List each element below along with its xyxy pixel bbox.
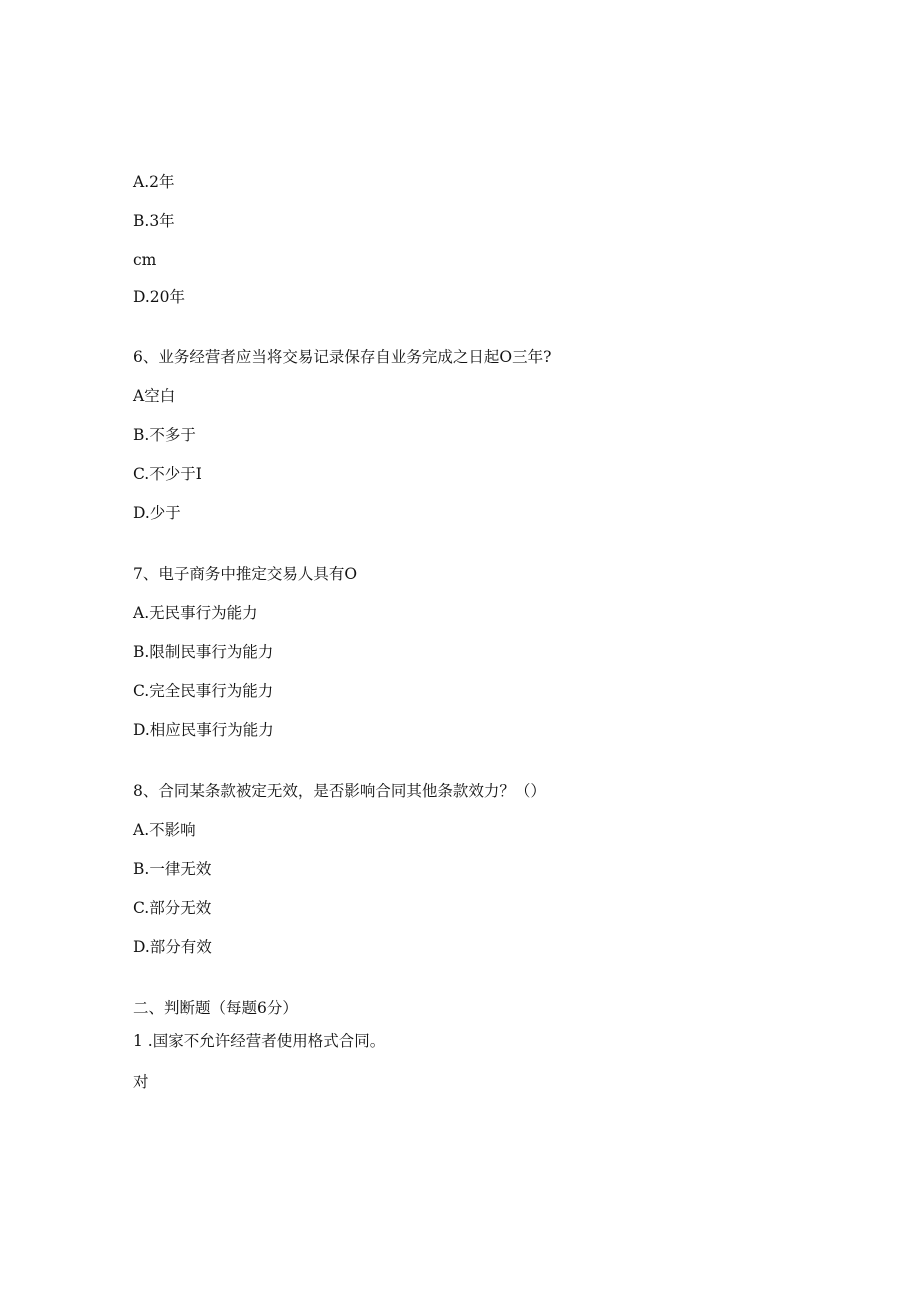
q5-option-d: D.20年 [133,288,186,306]
q8-option-b: B.一律无效 [133,860,212,878]
q8-option-c: C.部分无效 [133,899,212,917]
q8-option-d: D.部分有效 [133,938,212,956]
q6-option-a: A空白 [133,387,176,405]
q5-option-b: B.3年 [133,212,175,230]
q5-option-c: cm [133,251,157,269]
q7-question: 7、电子商务中推定交易人具有O [133,565,358,583]
q6-option-c: C.不少于I [133,465,202,483]
judgment-q1: 1 .国家不允许经营者使用格式合同。 [133,1032,386,1050]
q8-option-a: A.不影响 [133,821,196,839]
q6-question: 6、业务经营者应当将交易记录保存自业务完成之日起O三年? [133,348,552,366]
q7-option-b: B.限制民事行为能力 [133,643,274,661]
q7-option-a: A.无民事行为能力 [133,604,258,622]
q5-option-a: A.2年 [133,173,175,191]
section-heading: 二、判断题（每题6分） [133,999,298,1017]
q8-question: 8、合同某条款被定无效，是否影响合同其他条款效力？（） [133,782,546,800]
q7-option-d: D.相应民事行为能力 [133,721,274,739]
judgment-q1-answer: 对 [133,1073,149,1091]
q6-option-b: B.不多于 [133,426,196,444]
q6-option-d: D.少于 [133,504,181,522]
q7-option-c: C.完全民事行为能力 [133,682,274,700]
